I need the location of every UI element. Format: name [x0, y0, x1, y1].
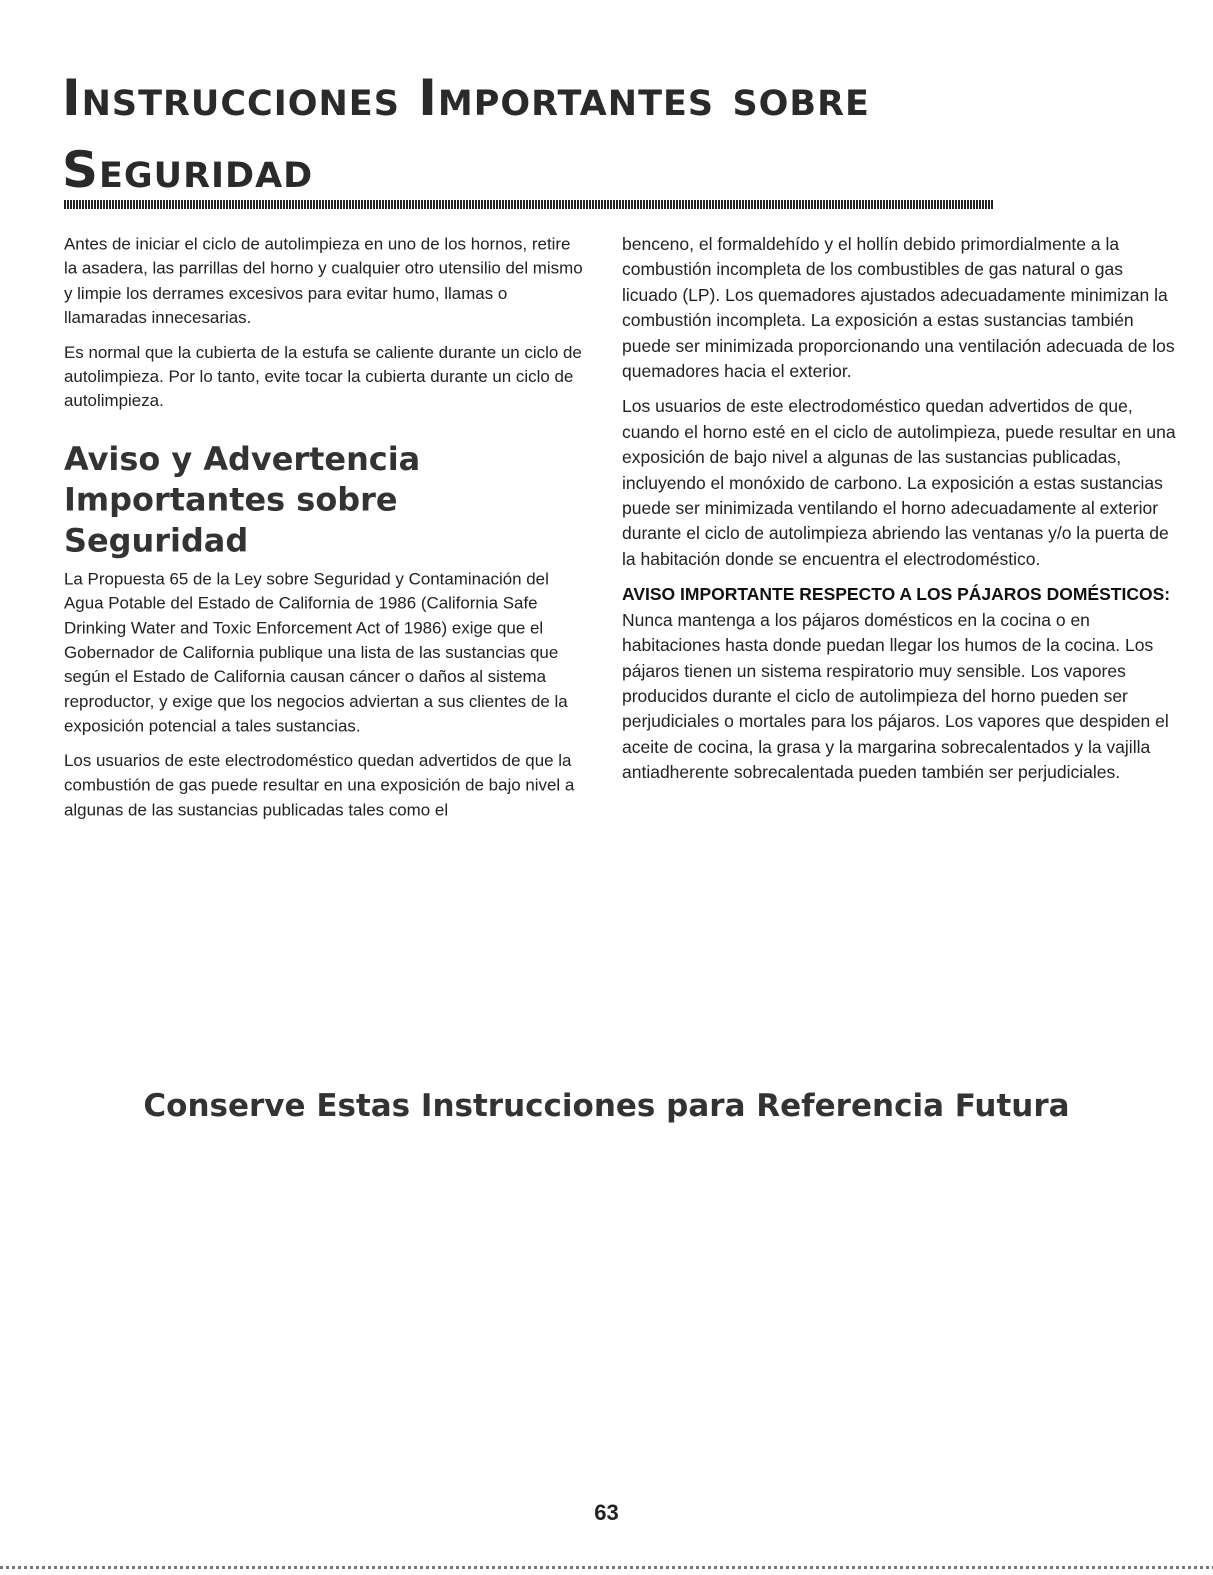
section-heading-line-1: Aviso y Advertencia — [64, 439, 421, 478]
page-title — [62, 62, 1062, 206]
prop65-paragraph: La Propuesta 65 de la Ley sobre Seguridad y Contaminación del Agua Potable del Estado de California de 1986 (California Safe Drinking Water and Toxic Enforcement Act of 1986) exige que el Gobernador de California publique una lista de las sustancias que según el Estado de California causan cáncer o daños al sistema reproductor, y exige que los negocios adviertan a sus clientes de la exposición potencial a tales sustancias. — [64, 568, 568, 736]
birds-notice-heading: AVISO IMPORTANTE RESPECTO A LOS PÁJAROS DOMÉSTICOS: — [622, 584, 1171, 605]
bottom-divider — [0, 1566, 1213, 1569]
page-title-line-1: Instrucciones Importantes sobre — [62, 69, 870, 127]
page-title-line-2: Seguridad — [62, 141, 314, 199]
footer-banner: Conserve Estas Instrucciones para Referencia Futura — [143, 1088, 1070, 1124]
birds-notice — [622, 582, 1182, 785]
title-divider — [64, 200, 994, 209]
birds-notice-text: Nunca mantenga a los pájaros domésticos en la cocina o en habitaciones hasta donde puedan llegar los humos de la cocina. Los pájaros tienen un sistema respiratorio muy sensible. Los vapores producidos durante el ciclo de autolimpieza del horno pueden ser perjudiciales o mortales para los pájaros. Los vapores que despiden el aceite de cocina, la grasa y la margarina sobrecalentados y la vajilla antiadherente sobrecalentada pueden también ser perjudiciales. — [622, 609, 1169, 783]
page-number: 63 — [594, 1500, 619, 1525]
section-heading-line-3: Seguridad — [64, 521, 249, 559]
self-clean-exposure-paragraph: Los usuarios de este electrodoméstico quedan advertidos de que, cuando el horno esté en el ciclo de autolimpieza, puede resultar en una exposición de bajo nivel a algunas de las sustancias publicadas, incluyendo el monóxido de carbono. La exposición a estas sustancias puede ser minimizada ventilando el horno adecuadamente al exterior durante el ciclo de autolimpieza abriendo las ventanas y/o la puerta de la habitación donde se encuentra el electrodoméstico. — [622, 396, 1176, 569]
right-column — [622, 232, 1182, 796]
intro-paragraph-1: Antes de iniciar el ciclo de autolimpieza en uno de los hornos, retire la asadera, las parrillas del horno y cualquier otro utensilio del mismo y limpie los derrames excesivos para evitar humo, llamas o llamaradas innecesarias. — [64, 233, 583, 328]
section-heading — [64, 439, 587, 561]
section-heading-line-2: Importantes sobre — [64, 480, 398, 519]
left-column — [64, 232, 587, 832]
intro-paragraph-2: Es normal que la cubierta de la estufa se caliente durante un ciclo de autolimpieza. Por lo tanto, evite tocar la cubierta durante un ciclo de autolimpieza. — [64, 341, 582, 411]
gas-combustion-paragraph: Los usuarios de este electrodoméstico quedan advertidos de que la combustión de gas puede resultar en una exposición de bajo nivel a algunas de las sustancias publicadas tales como el — [64, 750, 575, 819]
combustion-continued-paragraph: benceno, el formaldehído y el hollín debido primordialmente a la combustión incompleta de los combustibles de gas natural o gas licuado (LP). Los quemadores ajustados adecuadamente minimizan la combustión incompleta. La exposición a estas sustancias también puede ser minimizada proporcionando una ventilación adecuada de los quemadores hacia el exterior. — [622, 234, 1175, 382]
